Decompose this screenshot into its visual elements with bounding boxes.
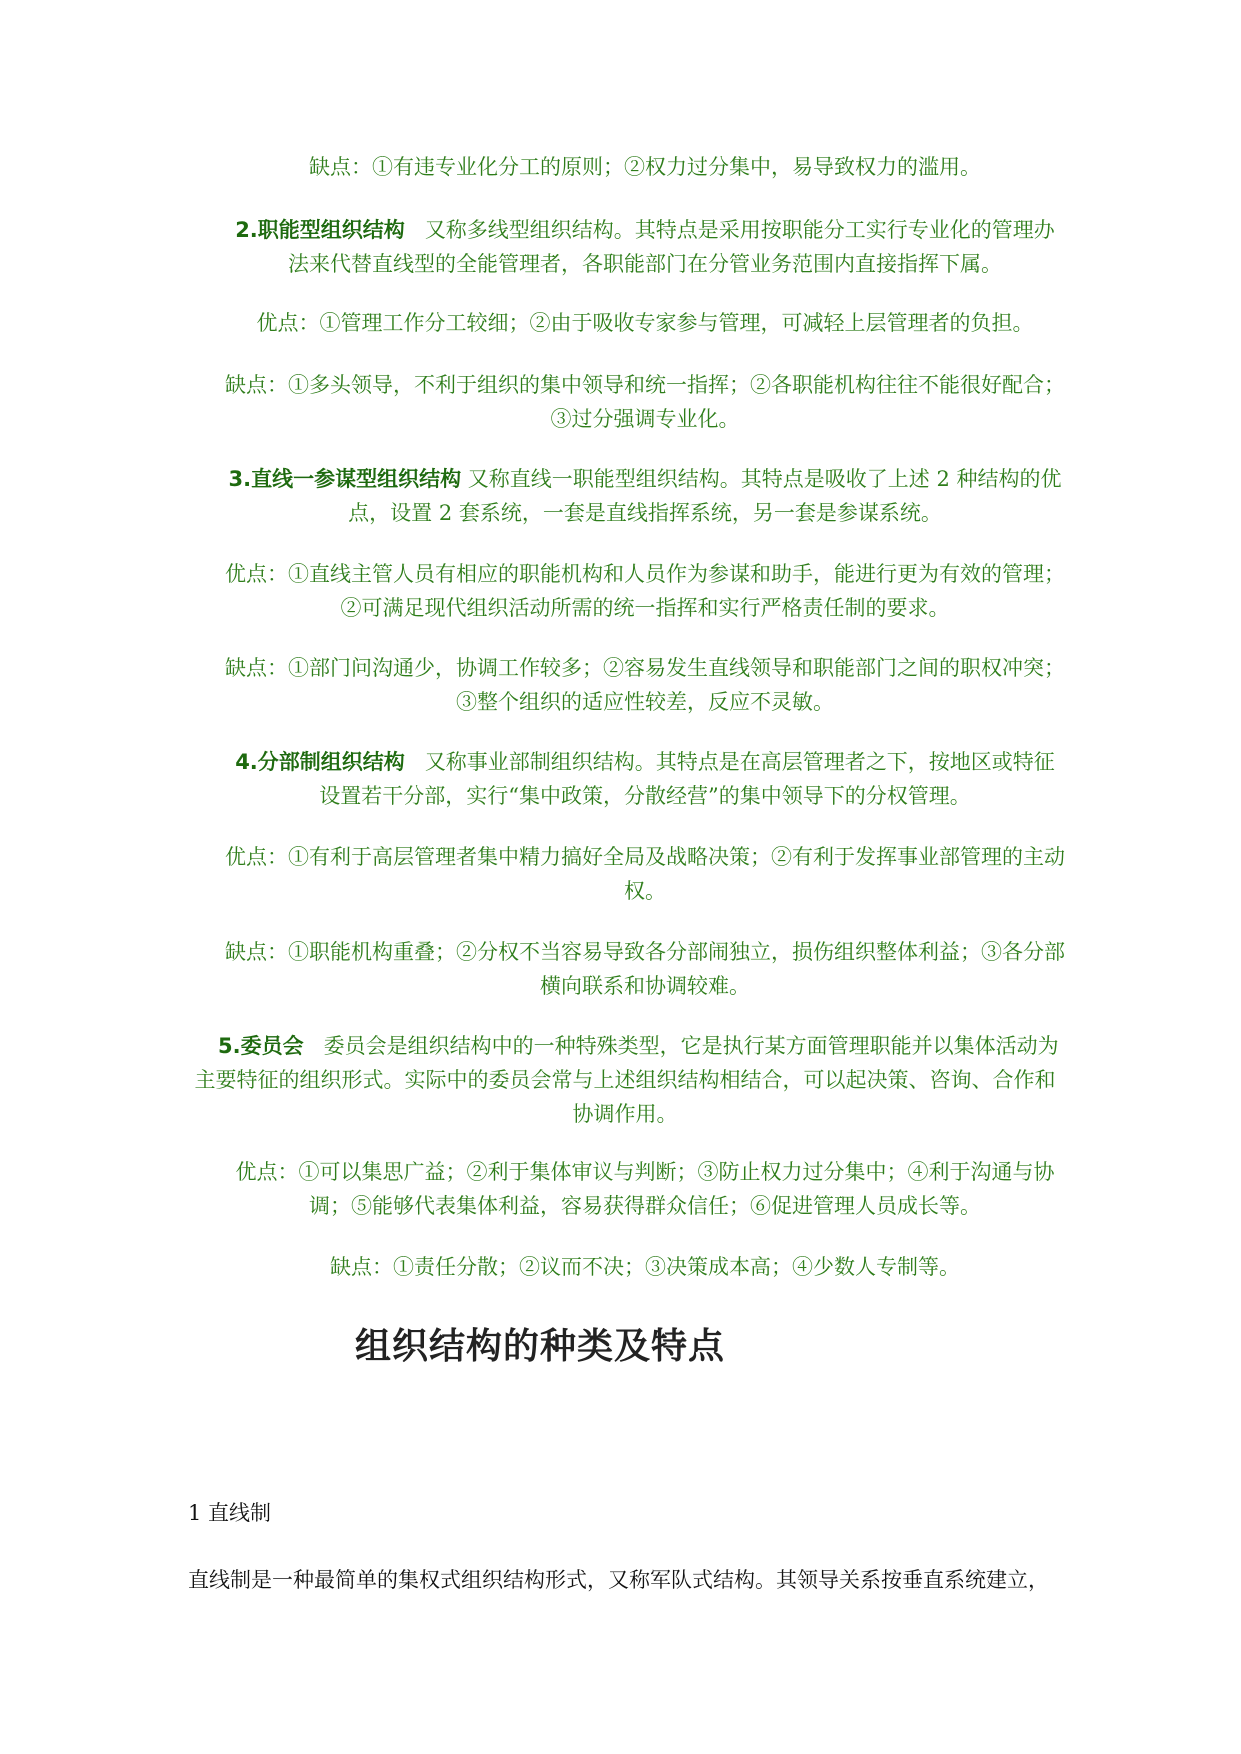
b3-title: 3.直线一参谋型组织结构 — [228, 467, 462, 491]
b4-paragraph — [225, 745, 1065, 813]
b2-pros: 优点：①管理工作分工较细；②由于吸收专家参与管理，可减轻上层管理者的负担。 — [256, 311, 1034, 335]
b2-title: 2.职能型组织结构 — [235, 218, 405, 242]
section1-text: 直线制是一种最简单的集权式组织结构形式，又称军队式结构。其领导关系按垂直系统建立， — [188, 1568, 1049, 1592]
b5-cons: 缺点：①责任分散；②议而不决；③决策成本高；④少数人专制等。 — [330, 1255, 960, 1279]
b3-paragraph — [225, 462, 1065, 530]
b4-desc: 又称事业部制组织结构。其特点是在高层管理者之下，按地区或特征设置若干分部，实行“集中政策，分散经营”的集中领导下的分权管理。 — [319, 750, 1055, 808]
b4-title: 4.分部制组织结构 — [235, 750, 405, 774]
b5-pros: 优点：①可以集思广益；②利于集体审议与判断；③防止权力过分集中；④利于沟通与协调；⑤能够代表集体利益，容易获得群众信任；⑥促进管理人员成长等。 — [235, 1160, 1055, 1218]
b3-desc: 又称直线一职能型组织结构。其特点是吸收了上述 2 种结构的优点，设置 2 套系统，一套是直线指挥系统，另一套是参谋系统。 — [348, 467, 1062, 525]
b5-paragraph — [185, 1029, 1065, 1131]
b3-cons: 缺点：①部门问沟通少，协调工作较多；②容易发生直线领导和职能部门之间的职权冲突；③整个组织的适应性较差，反应不灵敏。 — [225, 656, 1065, 714]
b5-title: 5.委员会 — [218, 1034, 304, 1058]
page-title: 组织结构的种类及特点 — [355, 1326, 726, 1367]
section1-heading: 1 直线制 — [188, 1501, 272, 1525]
b5-desc: 委员会是组织结构中的一种特殊类型，它是执行某方面管理职能并以集体活动为主要特征的组织形式。实际中的委员会常与上述组织结构相结合，可以起决策、咨询、合作和协调作用。 — [194, 1034, 1059, 1126]
b4-cons: 缺点：①职能机构重叠；②分权不当容易导致各分部闹独立，损伤组织整体利益；③各分部横向联系和协调较难。 — [225, 940, 1065, 998]
b4-pros: 优点：①有利于高层管理者集中精力搞好全局及战略决策；②有利于发挥事业部管理的主动权。 — [225, 845, 1065, 903]
b2-cons: 缺点：①多头领导，不利于组织的集中领导和统一指挥；②各职能机构往往不能很好配合；③过分强调专业化。 — [225, 373, 1065, 431]
b3-pros: 优点：①直线主管人员有相应的职能机构和人员作为参谋和助手，能进行更为有效的管理；②可满足现代组织活动所需的统一指挥和实行严格责任制的要求。 — [225, 562, 1065, 620]
b1-cons: 缺点：①有违专业化分工的原则；②权力过分集中，易导致权力的滥用。 — [309, 155, 981, 179]
b2-desc: 又称多线型组织结构。其特点是采用按职能分工实行专业化的管理办法来代替直线型的全能管理者，各职能部门在分管业务范围内直接指挥下属。 — [288, 218, 1055, 276]
b2-paragraph — [225, 213, 1065, 281]
